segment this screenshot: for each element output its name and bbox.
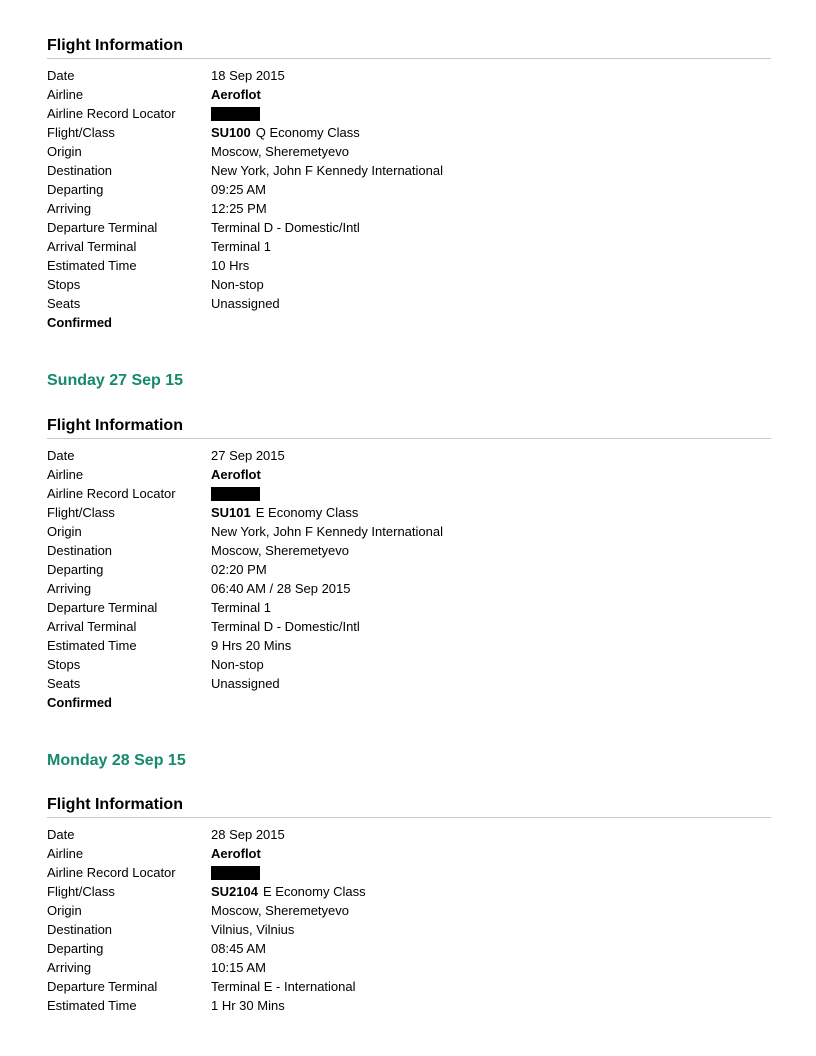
- label-record-locator: Airline Record Locator: [47, 486, 176, 501]
- value-departing: 09:25 AM: [211, 182, 266, 197]
- label-origin: Origin: [47, 524, 82, 539]
- value-flight-class: E Economy Class: [255, 505, 359, 520]
- label-departing: Departing: [47, 562, 104, 577]
- value-flight-class: Q Economy Class: [255, 125, 360, 140]
- row-date: [47, 825, 771, 844]
- value-flight-code: SU100: [211, 125, 251, 140]
- flight-section: [47, 795, 771, 1015]
- value-airline: Aeroflot: [211, 467, 261, 482]
- row-departure-terminal: [47, 977, 771, 996]
- value-arriving: 06:40 AM / 28 Sep 2015: [211, 581, 351, 596]
- label-stops: Stops: [47, 657, 81, 672]
- label-departure-terminal: Departure Terminal: [47, 600, 158, 615]
- value-date: 18 Sep 2015: [211, 68, 285, 83]
- label-record-locator: Airline Record Locator: [47, 865, 176, 880]
- label-estimated-time: Estimated Time: [47, 258, 137, 273]
- value-departure-terminal: Terminal D - Domestic/Intl: [211, 220, 360, 235]
- section-divider: [47, 817, 771, 818]
- row-arrival-terminal: [47, 237, 771, 256]
- row-arriving: [47, 199, 771, 218]
- redacted-record-locator: [211, 866, 260, 880]
- row-seats: [47, 294, 771, 313]
- value-arrival-terminal: Terminal 1: [211, 239, 271, 254]
- day-heading: Sunday 27 Sep 15: [47, 372, 184, 389]
- row-arrival-terminal: [47, 617, 771, 636]
- value-arrival-terminal: Terminal D - Domestic/Intl: [211, 619, 360, 634]
- row-departing: [47, 560, 771, 579]
- row-estimated-time: [47, 256, 771, 275]
- label-arriving: Arriving: [47, 201, 92, 216]
- value-departure-terminal: Terminal E - International: [211, 979, 356, 994]
- label-date: Date: [47, 827, 75, 842]
- label-arriving: Arriving: [47, 581, 92, 596]
- label-departing: Departing: [47, 182, 104, 197]
- label-origin: Origin: [47, 903, 82, 918]
- label-arrival-terminal: Arrival Terminal: [47, 619, 137, 634]
- value-origin: Moscow, Sheremetyevo: [211, 903, 350, 918]
- label-record-locator: Airline Record Locator: [47, 106, 176, 121]
- value-origin: Moscow, Sheremetyevo: [211, 144, 350, 159]
- row-destination: [47, 920, 771, 939]
- value-destination: New York, John F Kennedy International: [211, 163, 443, 178]
- label-flight-class: Flight/Class: [47, 884, 115, 899]
- row-stops: [47, 275, 771, 294]
- row-estimated-time: [47, 996, 771, 1015]
- row-record-locator: [47, 104, 771, 123]
- row-departure-terminal: [47, 218, 771, 237]
- label-estimated-time: Estimated Time: [47, 638, 137, 653]
- row-estimated-time: [47, 636, 771, 655]
- row-airline: [47, 465, 771, 484]
- row-flight-class: [47, 503, 771, 522]
- label-seats: Seats: [47, 676, 81, 691]
- label-departure-terminal: Departure Terminal: [47, 220, 158, 235]
- row-flight-class: [47, 123, 771, 142]
- label-airline: Airline: [47, 467, 84, 482]
- flight-section: [47, 416, 771, 712]
- value-airline: Aeroflot: [211, 846, 261, 861]
- value-arriving: 10:15 AM: [211, 960, 266, 975]
- row-flight-class: [47, 882, 771, 901]
- label-airline: Airline: [47, 846, 84, 861]
- row-date: [47, 446, 771, 465]
- row-origin: [47, 522, 771, 541]
- section-title: Flight Information: [47, 796, 183, 813]
- label-date: Date: [47, 448, 75, 463]
- row-stops: [47, 655, 771, 674]
- label-date: Date: [47, 68, 75, 83]
- row-departure-terminal: [47, 598, 771, 617]
- value-destination: Moscow, Sheremetyevo: [211, 543, 350, 558]
- label-origin: Origin: [47, 144, 82, 159]
- row-destination: [47, 161, 771, 180]
- row-record-locator: [47, 863, 771, 882]
- label-stops: Stops: [47, 277, 81, 292]
- label-departing: Departing: [47, 941, 104, 956]
- value-destination: Vilnius, Vilnius: [211, 922, 295, 937]
- redacted-record-locator: [211, 107, 260, 121]
- section-title: Flight Information: [47, 37, 183, 54]
- value-stops: Non-stop: [211, 277, 264, 292]
- redacted-record-locator: [211, 487, 260, 501]
- value-stops: Non-stop: [211, 657, 264, 672]
- label-seats: Seats: [47, 296, 81, 311]
- label-arriving: Arriving: [47, 960, 92, 975]
- label-airline: Airline: [47, 87, 84, 102]
- row-record-locator: [47, 484, 771, 503]
- label-arrival-terminal: Arrival Terminal: [47, 239, 137, 254]
- value-flight-code: SU101: [211, 505, 251, 520]
- value-estimated-time: 10 Hrs: [211, 258, 250, 273]
- value-flight-code: SU2104: [211, 884, 258, 899]
- value-departing: 08:45 AM: [211, 941, 266, 956]
- row-arriving: [47, 579, 771, 598]
- row-arriving: [47, 958, 771, 977]
- label-estimated-time: Estimated Time: [47, 998, 137, 1013]
- row-departing: [47, 180, 771, 199]
- label-destination: Destination: [47, 163, 113, 178]
- value-departing: 02:20 PM: [211, 562, 267, 577]
- value-origin: New York, John F Kennedy International: [211, 524, 443, 539]
- section-divider: [47, 438, 771, 439]
- value-airline: Aeroflot: [211, 87, 261, 102]
- row-airline: [47, 85, 771, 104]
- row-date: [47, 66, 771, 85]
- row-origin: [47, 901, 771, 920]
- label-flight-class: Flight/Class: [47, 505, 115, 520]
- status-confirmed: Confirmed: [47, 315, 112, 330]
- value-departure-terminal: Terminal 1: [211, 600, 271, 615]
- day-heading: Monday 28 Sep 15: [47, 752, 186, 769]
- label-destination: Destination: [47, 922, 113, 937]
- label-destination: Destination: [47, 543, 113, 558]
- value-estimated-time: 9 Hrs 20 Mins: [211, 638, 292, 653]
- row-destination: [47, 541, 771, 560]
- row-seats: [47, 674, 771, 693]
- label-departure-terminal: Departure Terminal: [47, 979, 158, 994]
- value-estimated-time: 1 Hr 30 Mins: [211, 998, 285, 1013]
- status-confirmed: Confirmed: [47, 695, 112, 710]
- value-date: 28 Sep 2015: [211, 827, 285, 842]
- row-departing: [47, 939, 771, 958]
- row-airline: [47, 844, 771, 863]
- value-flight-class: E Economy Class: [262, 884, 366, 899]
- row-origin: [47, 142, 771, 161]
- label-flight-class: Flight/Class: [47, 125, 115, 140]
- value-seats: Unassigned: [211, 296, 280, 311]
- section-divider: [47, 58, 771, 59]
- value-arriving: 12:25 PM: [211, 201, 267, 216]
- section-title: Flight Information: [47, 417, 183, 434]
- value-date: 27 Sep 2015: [211, 448, 285, 463]
- value-seats: Unassigned: [211, 676, 280, 691]
- flight-section: [47, 36, 771, 332]
